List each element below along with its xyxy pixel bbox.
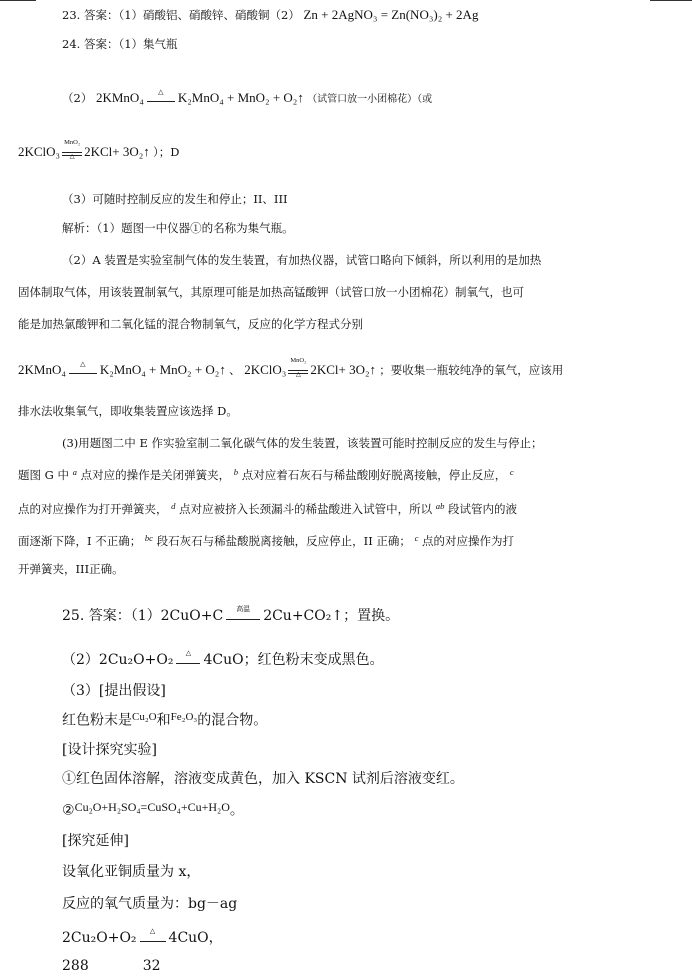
heat-condition-4: △ [295, 370, 301, 378]
a3-l2a: 题图 G 中 [18, 467, 69, 482]
a3-l3b: 点对应被挤入长颈漏斗的稀盐酸进入试管中，所以 [179, 501, 433, 516]
kmno4-reactant: 2KMnO₄ [95, 90, 144, 105]
kclo3-equation-2 [244, 357, 379, 378]
extension-oxygen-mass: 反应的氧气质量为：bg－ag [62, 896, 238, 912]
molar-mass-row [62, 958, 161, 975]
analysis-2-line2: 固体制取气体，用该装置制氧气，其原理可能是加热高锰酸钾（试管口放一小团棉花）制氧气，也可 [18, 285, 524, 299]
analysis-3-line3 [18, 501, 517, 517]
extension-assume: 设氧化亚铜质量为 x， [62, 864, 201, 880]
experiment-step-2 [62, 800, 244, 819]
a3-l4c: 点的对应操作为打 [422, 533, 515, 548]
top-rule-left [0, 0, 36, 1]
kclo3-tail: ）；D [153, 145, 180, 159]
analysis-1: 解析：（1）题图一中仪器①的名称为集气瓶。 [62, 221, 294, 235]
point-a: a [72, 467, 77, 477]
q23-label: 23. 答案：（1）硝酸铝、硝酸锌、硝酸铜（2） [62, 8, 300, 22]
kmno4-equation [95, 87, 307, 105]
circle-2: ② [62, 802, 75, 819]
point-c-2: c [414, 533, 419, 543]
catalyst-condition: MnO₂ [64, 139, 81, 147]
equation-separator: 、 [229, 363, 241, 377]
q25-l1-prefix: 25. 答案：（1）2CuO+C [62, 608, 224, 624]
hypothesis-heading: （3）[提出假设] [62, 683, 166, 699]
experiment-step-1: ①红色固体溶解，溶液变成黄色，加入 KSCN 试剂后溶液变红。 [62, 771, 464, 787]
kmno4-equation-2 [18, 359, 229, 377]
kclo3-line [18, 139, 180, 160]
analysis-3-line2 [18, 467, 514, 483]
analysis-3-line1: (3)用题图二中 E 作实验室制二氧化碳气体的发生装置，该装置可能时控制反应的发生与停止； [62, 436, 543, 450]
kmno4-products: K₂MnO₄ + MnO₂ + O₂↑ [177, 90, 304, 105]
q25-l4b: 和 [156, 712, 171, 729]
analysis-2-tail: ；要收集一瓶较纯净的氧气，应该用 [379, 363, 564, 377]
extension-equation [62, 927, 223, 947]
top-rule-right [650, 0, 692, 1]
analysis-3-line5: 开弹簧夹，III正确。 [18, 562, 124, 576]
kclo3-reactant: 2KClO₃ [18, 144, 61, 159]
q25-l1-right: 2Cu+CO₂↑；置换。 [263, 608, 400, 624]
heat-condition-5: △ [185, 649, 192, 658]
q25-l4a: 红色粉末是 [62, 712, 132, 729]
cu2o-sulfuric-equation: Cu₂O+H₂SO₄=CuSO₄+Cu+H₂O [74, 800, 230, 814]
cotton-note: （试管口放一小团棉花）（或 [307, 94, 433, 105]
point-d: d [171, 501, 176, 511]
catalyst-condition-2: MnO₂ [290, 357, 307, 365]
extension-heading: [探究延伸] [62, 833, 129, 849]
kmno4-products-2: K₂MnO₄ + MnO₂ + O₂↑ [99, 362, 226, 377]
segment-bc: bc [144, 533, 153, 543]
a3-l2b: 点对应的操作是关闭弹簧夹， [80, 467, 231, 482]
point-b: b [233, 467, 239, 477]
q25-l7-end: 。 [229, 802, 244, 819]
analysis-2-equations [18, 357, 564, 378]
point-c: c [509, 467, 514, 477]
q23-equation: Zn + 2AgNO₃ = Zn(NO₃)₂ + 2Ag [303, 7, 479, 22]
kclo3-products-2: 2KCl+ 3O₂↑ [310, 362, 377, 377]
q25-l11-right: 4CuO， [168, 930, 223, 946]
q25-l2-right: 4CuO；红色粉末变成黑色。 [203, 652, 384, 668]
molar-mass-288: 288 [62, 958, 89, 974]
formula-cu2o: Cu₂O [132, 711, 157, 723]
q25-l11-left: 2Cu₂O+O₂ [62, 930, 137, 946]
molar-mass-32: 32 [142, 958, 161, 974]
segment-ab: ab [435, 501, 445, 511]
kclo3-products: 2KCl+ 3O₂↑ [84, 144, 150, 159]
q24-answer-1: 24. 答案：（1）集气瓶 [62, 37, 178, 51]
a3-l4a: 面逐渐下降，I 不正确； [18, 533, 142, 548]
q25-l2-prefix: （2）2Cu₂O+O₂ [62, 652, 174, 668]
high-temp-condition: 高温 [236, 605, 251, 614]
a3-l3a: 点的对应操作为打开弹簧夹， [18, 501, 168, 516]
q25-answer-1 [62, 605, 400, 625]
q24-answer-2 [62, 87, 433, 106]
analysis-2-line5: 排水法收集氧气，即收集装置应该选择 D。 [18, 404, 238, 418]
a3-l4b: 段石灰石与稀盐酸脱离接触，反应停止，II 正确； [156, 533, 411, 548]
q25-l4c: 的混合物。 [197, 712, 268, 729]
heat-condition-3: △ [80, 359, 86, 368]
analysis-2-line3: 能是加热氯酸钾和二氧化锰的混合物制氧气，反应的化学方程式分别 [18, 317, 363, 331]
a3-l2c: 点对应着石灰石与稀盐酸刚好脱离接触，停止反应， [241, 467, 507, 482]
q24-answer-3: （3）可随时控制反应的发生和停止；II、III [62, 192, 288, 206]
q25-answer-2 [62, 649, 384, 669]
heat-condition-2: △ [69, 152, 75, 160]
heat-condition: △ [158, 87, 164, 96]
q23-answer [62, 7, 478, 23]
q24-part2-prefix: （2） [62, 91, 93, 105]
formula-fe2o3: Fe₂O₃ [170, 711, 198, 723]
kmno4-reactant-2: 2KMnO₄ [18, 362, 66, 377]
analysis-3-line4 [18, 533, 514, 549]
a3-l3c: 段试管内的液 [448, 501, 518, 516]
kclo3-reactant-2: 2KClO₃ [244, 362, 287, 377]
experiment-heading: [设计探究实验] [62, 742, 157, 758]
analysis-2-line1: （2）A 装置是实验室制气体的发生装置，有加热仪器，试管口略向下倾斜，所以利用的是加热 [62, 253, 542, 267]
hypothesis-text [62, 711, 267, 729]
kclo3-equation [18, 139, 153, 160]
heat-condition-6: △ [149, 927, 156, 936]
